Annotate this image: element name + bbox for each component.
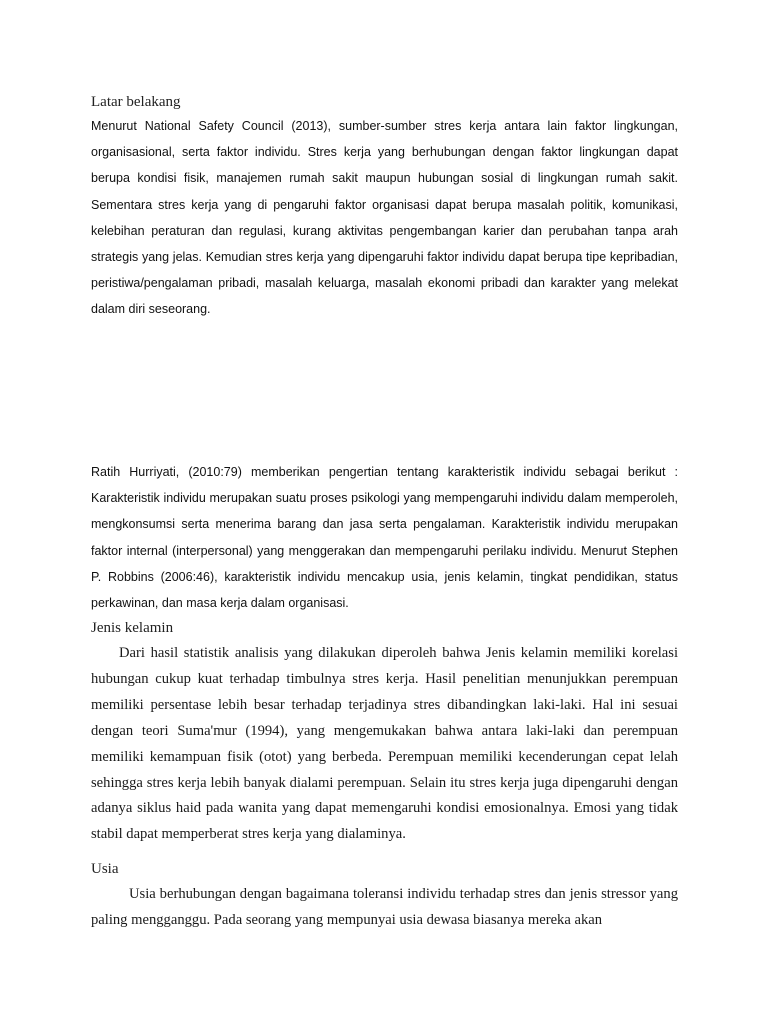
section-latar-belakang xyxy=(91,92,678,323)
heading-latar-belakang: Latar belakang xyxy=(91,94,181,110)
paragraph-karakteristik-individu: Ratih Hurriyati, (2010:79) memberikan pengertian tentang karakteristik individu sebagai berikut : Karakteristik individu merupakan suatu proses psikologi yang mempengaruhi individu dalam memperoleh, mengkonsumsi serta menerima barang dan jasa serta pengalaman. Karakteristik individu merupakan faktor internal (interpersonal) yang menggerakan dan mempengaruhi perilaku individu. Menurut Stephen P. Robbins (2006:46), karakteristik individu mencakup usia, jenis kelamin, tingkat pendidikan, status perkawinan, dan masa kerja dalam organisasi. xyxy=(91,465,678,611)
paragraph-jenis-kelamin: Dari hasil statistik analisis yang dilakukan diperoleh bahwa Jenis kelamin memiliki korelasi hubungan cukup kuat terhadap timbulnya stres kerja. Hasil penelitian menunjukkan perempuan memiliki persentase lebih besar terhadap terjadinya stres dibandingkan laki-laki. Hal ini sesuai dengan teori Suma'mur (1994), yang mengemukakan bahwa antara laki-laki dan perempuan memiliki kemampuan fisik (otot) yang berbeda. Perempuan memiliki kecenderungan cepat lelah sehingga stres kerja lebih banyak dialami perempuan. Selain itu stres kerja juga dipengaruhi dengan adanya siklus haid pada wanita yang dapat memengaruhi kondisi emosionalnya. Emosi yang tidak stabil dapat memperberat stres kerja yang dialaminya. xyxy=(91,645,678,843)
heading-usia: Usia xyxy=(91,861,119,877)
section-karakteristik-individu xyxy=(91,459,678,616)
section-jenis-kelamin xyxy=(91,618,678,848)
paragraph-usia: Usia berhubungan dengan bagaimana toleransi individu terhadap stres dan jenis stressor yang paling mengganggu. Pada seorang yang mempunyai usia dewasa biasanya mereka akan xyxy=(91,886,678,928)
section-usia xyxy=(91,859,678,934)
heading-jenis-kelamin: Jenis kelamin xyxy=(91,620,174,636)
paragraph-latar-belakang: Menurut National Safety Council (2013), sumber-sumber stres kerja antara lain faktor lingkungan, organisasional, serta faktor individu. Stres kerja yang berhubungan dengan faktor lingkungan dapat berupa kondisi fisik, manajemen rumah sakit maupun hubungan sosial di lingkungan rumah sakit. Sementara stres kerja yang di pengaruhi faktor organisasi dapat berupa masalah politik, komunikasi, kelebihan peraturan dan regulasi, kurang aktivitas pengembangan karier dan perubahan tanpa arah strategis yang jelas. Kemudian stres kerja yang dipengaruhi faktor individu dapat berupa tipe kepribadian, peristiwa/pengalaman pribadi, masalah keluarga, masalah ekonomi pribadi dan karakter yang melekat dalam diri seseorang. xyxy=(91,119,678,317)
